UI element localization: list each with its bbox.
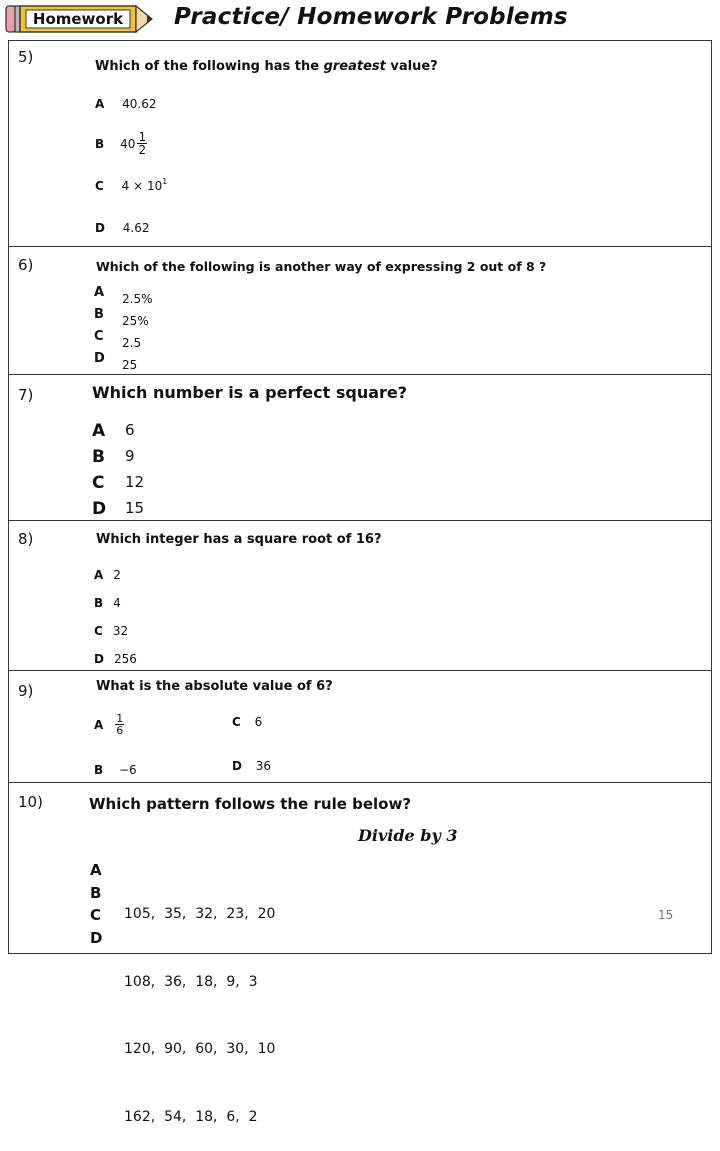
divider <box>8 520 712 521</box>
option-a: A 2 <box>94 568 121 582</box>
rule-text: Divide by 3 <box>358 826 458 845</box>
divider <box>8 782 712 783</box>
question-number: 9) <box>18 682 34 700</box>
option-a: 6 <box>125 421 135 439</box>
option-a: 105, 35, 32, 23, 20 <box>124 906 276 922</box>
question-number: 10) <box>18 793 43 811</box>
option-d[interactable]: D 36 <box>232 759 272 773</box>
option-values[interactable] <box>125 417 144 521</box>
option-a[interactable]: A 40.62 <box>95 97 157 111</box>
option-c: C 32 <box>94 624 129 638</box>
option-d: D 256 <box>94 652 137 666</box>
option-a[interactable]: A $\frac{1}{6}$ <box>94 712 124 737</box>
option-c: 12 <box>125 473 145 491</box>
question-number: 8) <box>18 530 34 548</box>
page-number: 15 <box>658 908 674 922</box>
option-c[interactable]: C 6 <box>232 715 263 729</box>
option-letters: A B C D <box>94 285 105 366</box>
divider <box>8 374 712 375</box>
option-letters: A B C D <box>92 421 107 519</box>
question-number: 6) <box>18 256 34 274</box>
question-text: Which number is a perfect square? <box>92 383 408 402</box>
option-b[interactable]: B −6 <box>94 763 137 777</box>
question-text: Which integer has a square root of 16? <box>96 532 382 547</box>
option-d: 25 <box>122 358 138 372</box>
option-b: 25% <box>122 314 149 328</box>
page-title: Practice/ Homework Problems <box>174 4 568 30</box>
question-number: 7) <box>18 386 34 404</box>
question-number: 5) <box>18 48 34 66</box>
option-b[interactable]: B 40 $\frac{1}{2}$ <box>95 130 147 157</box>
option-c[interactable]: C $4 \times 10^1$ <box>95 177 168 193</box>
option-c: 2.5 <box>122 336 142 350</box>
option-values[interactable] <box>124 858 275 1151</box>
option-values[interactable] <box>122 288 153 376</box>
logo-text: Homework <box>32 10 124 28</box>
question-text: Which of the following is another way of expressing 2 out of 8 ? <box>96 259 547 274</box>
option-c: 120, 90, 60, 30, 10 <box>124 1041 276 1057</box>
option-letters: A B C D <box>90 861 103 947</box>
question-text: Which pattern follows the rule below? <box>89 795 412 813</box>
option-d: 162, 54, 18, 6, 2 <box>124 1108 258 1125</box>
option-d[interactable]: D 4.62 <box>95 221 150 235</box>
option-b: 108, 36, 18, 9, 3 <box>124 973 258 990</box>
option-list[interactable] <box>94 561 137 673</box>
question-text: Which of the following has the greatest value? <box>95 59 438 74</box>
divider <box>8 246 712 247</box>
homework-pencil-logo <box>4 2 154 36</box>
option-d: 15 <box>125 499 145 517</box>
problems-frame <box>8 40 712 954</box>
option-b: 9 <box>125 447 135 465</box>
option-b: B 4 <box>94 596 121 610</box>
option-a: 2.5% <box>122 292 153 306</box>
question-text: What is the absolute value of 6? <box>96 679 333 694</box>
